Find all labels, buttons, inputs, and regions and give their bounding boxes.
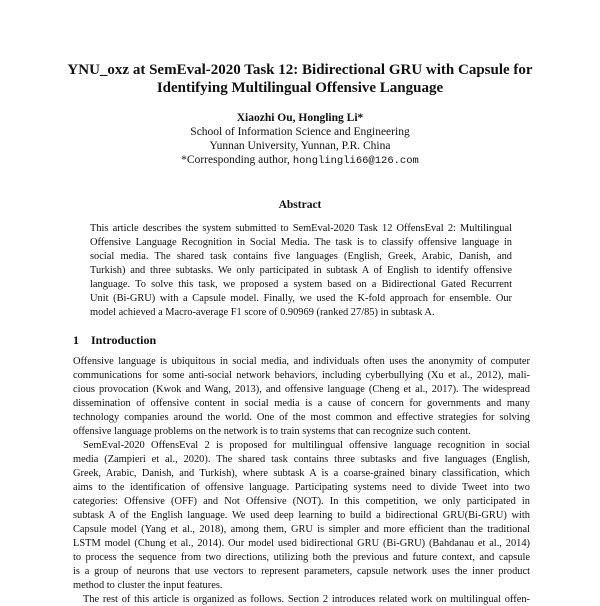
abstract-line: This article describes the system submitted to SemEval-2020 Task 12 OffensEval 2: Multilingual (90, 223, 512, 234)
body-line: Capsule model (Yang et al., 2018), among them, GRU is simpler and more efficient than the traditional (73, 524, 530, 535)
abstract-line: social media. The shared task contains five languages (English, Greek, Arabic, Danish, and (90, 251, 512, 262)
body-line: The rest of this article is organized as follows. Section 2 introduces related work on multilingual offen- (83, 594, 530, 605)
abstract-line: Turkish) and three subtasks. We only participated in subtask A of English to identify offensive (90, 265, 512, 276)
authors: Xiaozhi Ou, Hongling Li* (236, 112, 364, 124)
corresponding-email[interactable]: honglingli66@126.com (292, 155, 419, 167)
body-line: SemEval-2020 OffensEval 2 is proposed for multilingual offensive language recognition in social (83, 440, 530, 451)
paper-title-line-1: YNU_oxz at SemEval-2020 Task 12: Bidirectional GRU with Capsule for (67, 62, 533, 78)
body-line: dissemination of offensive content in social media is a cause of concern for governments and many (73, 398, 530, 409)
body-line: subtask A of the English language. We used deep learning to build a bidirectional GRU(Bi-GRU) with (73, 510, 530, 521)
abstract-line: model achieved a Macro-average F1 score of 0.90969 (ranked 27/85) in subtask A. (90, 307, 435, 318)
abstract-line: Unit (Bi-GRU) with a Capsule model. Finally, we used the K-fold approach for ensemble. Our (90, 293, 512, 304)
body-line: Greek, Arabic, Danish, and Turkish), where subtask A is a coarse-grained binary classification, which (73, 468, 530, 479)
section-number: 1 (73, 333, 79, 347)
body-line: LSTM model (Chung et al., 2014). Our model used bidirectional GRU (Bi-GRU) (Bahdanau et al., 2014) (73, 538, 530, 549)
abstract-line: Offensive Language Recognition in Social Media. The task is to classify offensive language in (90, 237, 512, 248)
body-line: categories: Offensive (OFF) and Not Offensive (NOT). In this competition, we only participated in (73, 496, 530, 507)
abstract-heading: Abstract (278, 199, 322, 211)
corresponding-author (40, 153, 560, 168)
body-line: offensive language problems on the network is to train systems that can recognize such content. (73, 426, 471, 437)
body-line: cious provocation (Kwok and Wang, 2013), and offensive language (Cheng et al., 2017). The widespread (73, 384, 530, 395)
affiliation: School of Information Science and Engineering (190, 126, 410, 138)
abstract-line: language. To solve this task, we proposed a system based on a Bidirectional Gated Recurrent (90, 279, 512, 290)
body-line: technology companies around the world. One of the most common and effective strategies for solving (73, 412, 530, 423)
body-line: to process the sequence from two directions, utilizing both the previous and future context, and capsule (73, 552, 530, 563)
body-line: aims to the identification of offensive language. Participating systems need to divide Tweet into two (73, 482, 530, 493)
body-line: media (Zampieri et al., 2020). The shared task contains three subtasks and five languages (English, (73, 454, 530, 465)
body-line: communications for some anti-social network behaviors, including cyberbullying (Xu et al., 2012), mali- (73, 370, 530, 381)
paper-title-line-2: Identifying Multilingual Offensive Language (156, 80, 444, 96)
section-heading (73, 333, 156, 348)
body-line: method to cluster the input features. (73, 580, 223, 591)
body-line: is a group of neurons that use vectors to represent parameters, capsule network uses the inner product (73, 566, 530, 577)
university: Yunnan University, Yunnan, P.R. China (209, 140, 391, 152)
body-line: Offensive language is ubiquitous in social media, and individuals often uses the anonymity of computer (73, 356, 530, 367)
corresponding-prefix: *Corresponding author, (181, 154, 290, 166)
section-title: Introduction (91, 333, 157, 347)
